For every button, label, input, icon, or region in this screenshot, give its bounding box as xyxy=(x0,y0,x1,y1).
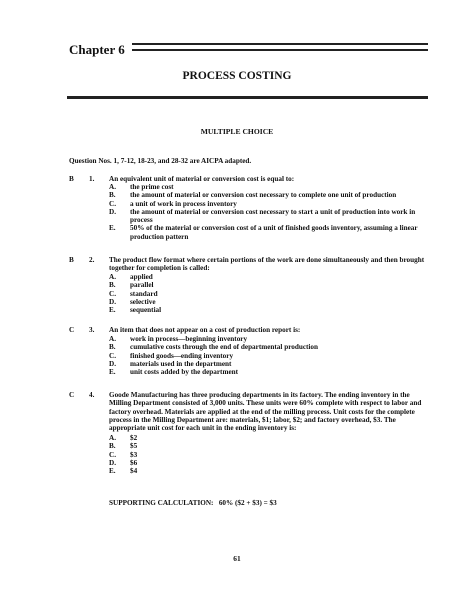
option-text: the prime cost xyxy=(130,183,174,191)
option-letter: D. xyxy=(109,458,116,467)
option-text: materials used in the department xyxy=(130,359,232,368)
header-rule-top xyxy=(132,43,428,45)
aicpa-note: Question Nos. 1, 7-12, 18-23, and 28-32 are AICPA adapted. xyxy=(69,157,252,165)
question-stem: An equivalent unit of material or conversion cost is equal to: xyxy=(109,175,295,183)
option xyxy=(109,451,430,459)
option-letter: E. xyxy=(109,467,116,476)
option xyxy=(109,467,430,475)
answer-key: B xyxy=(69,175,74,183)
question-number: 2. xyxy=(89,256,95,264)
option-text: selective xyxy=(130,297,156,306)
option-list xyxy=(109,273,430,314)
option-letter: C. xyxy=(109,199,116,208)
option-letter: B. xyxy=(109,191,116,200)
option-text: unit costs added by the department xyxy=(130,368,239,377)
option-letter: D. xyxy=(109,207,116,216)
title-rule xyxy=(67,96,428,99)
option-text: applied xyxy=(130,273,153,281)
option-letter: A. xyxy=(109,335,116,343)
option xyxy=(109,224,430,241)
option-letter: B. xyxy=(109,442,116,451)
section-heading: MULTIPLE CHOICE xyxy=(200,127,274,136)
option xyxy=(109,434,430,442)
question-number: 4. xyxy=(89,391,95,399)
option xyxy=(109,200,430,208)
option-letter: E. xyxy=(109,224,116,233)
option-text: 50% of the material or conversion cost of a unit of finished goods inventory, assuming a linear production pattern xyxy=(130,224,418,241)
option-letter: C. xyxy=(109,450,116,459)
option-letter: B. xyxy=(109,281,116,290)
option-text: the amount of material or conversion cost necessary to complete one unit of production xyxy=(130,191,397,200)
header-rule-bottom xyxy=(132,49,428,51)
option xyxy=(109,360,430,368)
option xyxy=(109,335,430,343)
option-text: finished goods—ending inventory xyxy=(130,351,234,360)
question-stem: An item that does not appear on a cost of production report is: xyxy=(109,326,301,334)
option-letter: B. xyxy=(109,343,116,352)
option-list xyxy=(109,335,430,376)
option xyxy=(109,343,430,351)
option-letter: E. xyxy=(109,368,116,377)
option-letter: A. xyxy=(109,273,116,281)
option-text: $4 xyxy=(130,467,138,476)
chapter-heading: Chapter 6 xyxy=(69,42,125,57)
option xyxy=(109,298,430,306)
answer-key: C xyxy=(69,326,75,334)
question-number: 3. xyxy=(89,326,95,334)
option-text: standard xyxy=(130,289,158,298)
option-letter: E. xyxy=(109,306,116,315)
option xyxy=(109,459,430,467)
option-letter: A. xyxy=(109,434,116,442)
option xyxy=(109,352,430,360)
option-text: $5 xyxy=(130,442,138,451)
option xyxy=(109,306,430,314)
answer-key: C xyxy=(69,391,75,399)
question-stem: Goode Manufacturing has three producing departments in its factory. The ending inventory in the Milling Department consisted of 3,000 units. These units were 60% complete with respect to labor and factory overhead. Materials are applied at the end of the milling process. Unit costs for the complete process in the Milling Department are: materials, $1; labor, $2; and factory overhead, $3. The appropriate unit cost for each unit in the ending inventory is: xyxy=(109,391,422,433)
option-text: the amount of material or conversion cost necessary to start a unit of production into work in process xyxy=(130,207,416,225)
option-list xyxy=(109,183,430,241)
option-text: parallel xyxy=(130,281,154,290)
option-text: cumulative costs through the end of departmental production xyxy=(130,343,319,352)
page-number: 61 xyxy=(233,554,241,563)
option xyxy=(109,183,430,191)
answer-key: B xyxy=(69,256,74,264)
option-letter: C. xyxy=(109,351,116,360)
option-text: work in process—beginning inventory xyxy=(130,335,248,343)
option xyxy=(109,281,430,289)
option-text: a unit of work in process inventory xyxy=(130,199,237,208)
option-letter: C. xyxy=(109,289,116,298)
option-list xyxy=(109,434,430,475)
option xyxy=(109,191,430,199)
question-stem: The product flow format where certain portions of the work are done simultaneously and then brought together for completion is called: xyxy=(109,256,425,273)
option xyxy=(109,368,430,376)
option xyxy=(109,290,430,298)
option-letter: D. xyxy=(109,297,116,306)
option-text: $6 xyxy=(130,458,138,467)
option xyxy=(109,273,430,281)
option xyxy=(109,208,430,225)
question-number: 1. xyxy=(89,175,95,183)
supporting-calculation: SUPPORTING CALCULATION: 60% ($2 + $3) = $3 xyxy=(109,499,277,507)
option xyxy=(109,442,430,450)
chapter-title: PROCESS COSTING xyxy=(182,70,292,82)
option-text: $2 xyxy=(130,434,138,442)
option-text: $3 xyxy=(130,450,138,459)
option-letter: A. xyxy=(109,183,116,191)
option-text: sequential xyxy=(130,306,162,315)
option-letter: D. xyxy=(109,359,116,368)
